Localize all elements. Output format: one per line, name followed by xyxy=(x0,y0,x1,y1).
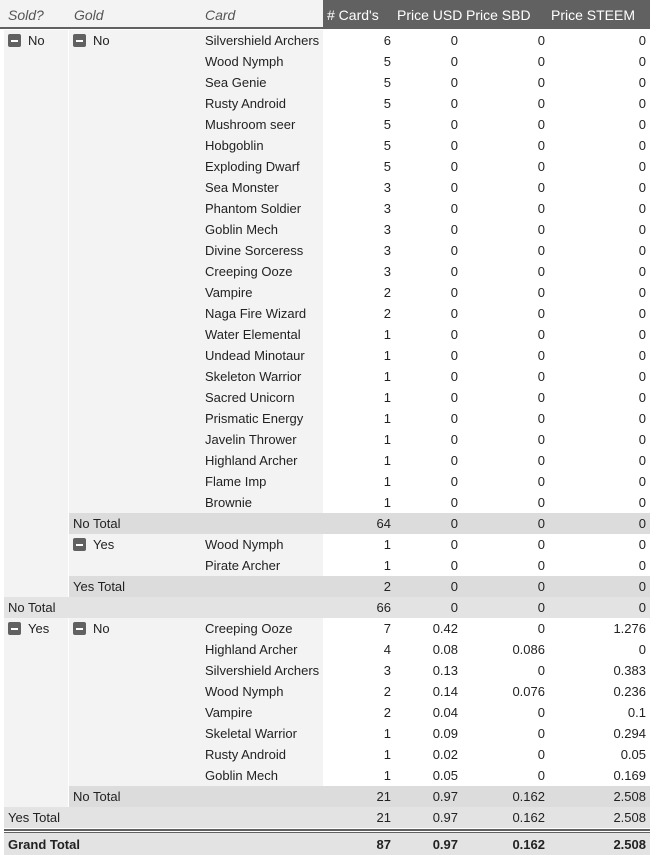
card-name: Wood Nymph xyxy=(205,54,284,69)
cell-steem: 0 xyxy=(638,33,646,48)
cell-usd: 0 xyxy=(450,159,458,174)
sold-yes-cell-bg xyxy=(4,618,68,807)
cell-steem: 0 xyxy=(638,411,646,426)
grand-total-top-rule xyxy=(4,829,650,831)
card-name: Wood Nymph xyxy=(205,684,284,699)
cell-usd: 0 xyxy=(450,180,458,195)
cell-count: 3 xyxy=(383,201,391,216)
cell-usd: 0.09 xyxy=(432,726,458,741)
col-header-steem[interactable]: Price STEEM xyxy=(551,7,636,23)
cell-usd: 0.08 xyxy=(432,642,458,657)
cell-usd: 0 xyxy=(450,537,458,552)
card-name: Goblin Mech xyxy=(205,222,278,237)
cell-steem: 0 xyxy=(638,495,646,510)
subtotal-label: No Total xyxy=(73,516,121,531)
cell-count: 5 xyxy=(383,75,391,90)
cell-steem: 0.169 xyxy=(613,768,646,783)
cell-sbd: 0 xyxy=(537,474,545,489)
col-header-sbd[interactable]: Price SBD xyxy=(466,7,531,23)
card-name: Sacred Unicorn xyxy=(205,390,295,405)
cell-sbd: 0 xyxy=(537,201,545,216)
subtotal-label: Yes Total xyxy=(73,579,126,594)
cell-sbd: 0 xyxy=(537,537,545,552)
cell-count: 1 xyxy=(383,495,391,510)
sold-no-cell-bg xyxy=(4,30,68,597)
cell-count: 1 xyxy=(383,747,391,762)
cell-sbd: 0 xyxy=(537,390,545,405)
cell-steem: 0 xyxy=(638,348,646,363)
cell-count: 2 xyxy=(383,306,391,321)
cell-count: 5 xyxy=(383,117,391,132)
grand-total-label: Grand Total xyxy=(8,837,80,852)
cell-sbd: 0 xyxy=(537,369,545,384)
cell-sbd: 0.086 xyxy=(512,642,545,657)
card-name: Undead Minotaur xyxy=(205,348,305,363)
cell-steem: 0 xyxy=(638,180,646,195)
cell-count: 2 xyxy=(383,285,391,300)
cell-steem: 0 xyxy=(638,537,646,552)
cell-sbd: 0 xyxy=(537,558,545,573)
cell-usd: 0 xyxy=(450,117,458,132)
cell-usd: 0 xyxy=(450,516,458,531)
cell-usd: 0.13 xyxy=(432,663,458,678)
cell-steem: 0 xyxy=(638,453,646,468)
cell-steem: 0 xyxy=(638,264,646,279)
cell-steem: 0 xyxy=(638,327,646,342)
cell-sbd: 0 xyxy=(537,117,545,132)
cell-count: 1 xyxy=(383,453,391,468)
cell-usd: 0 xyxy=(450,600,458,615)
cell-sbd: 0 xyxy=(537,75,545,90)
subtotal-label: No Total xyxy=(73,789,121,804)
cell-steem: 0 xyxy=(638,306,646,321)
cell-count: 21 xyxy=(376,789,391,804)
cell-count: 3 xyxy=(383,243,391,258)
cell-usd: 0 xyxy=(450,348,458,363)
cell-steem: 2.508 xyxy=(613,810,646,825)
cell-steem: 2.508 xyxy=(613,837,646,852)
cell-usd: 0 xyxy=(450,222,458,237)
cell-steem: 0 xyxy=(638,243,646,258)
cell-steem: 0 xyxy=(638,75,646,90)
cell-steem: 0 xyxy=(638,222,646,237)
cell-sbd: 0 xyxy=(537,411,545,426)
cell-sbd: 0 xyxy=(537,264,545,279)
cell-count: 1 xyxy=(383,558,391,573)
cell-usd: 0 xyxy=(450,579,458,594)
card-name: Brownie xyxy=(205,495,252,510)
card-name: Creeping Ooze xyxy=(205,621,293,636)
cell-usd: 0 xyxy=(450,96,458,111)
cell-sbd: 0 xyxy=(537,54,545,69)
cell-sbd: 0 xyxy=(537,516,545,531)
cell-count: 2 xyxy=(383,684,391,699)
card-name: Creeping Ooze xyxy=(205,264,293,279)
cell-sbd: 0 xyxy=(537,495,545,510)
gold-label: Yes xyxy=(93,537,115,552)
cell-sbd: 0 xyxy=(537,180,545,195)
cell-sbd: 0 xyxy=(537,243,545,258)
cell-usd: 0 xyxy=(450,54,458,69)
cell-steem: 0.383 xyxy=(613,663,646,678)
header-left-bg xyxy=(0,0,323,28)
cell-sbd: 0.162 xyxy=(512,837,545,852)
cell-count: 1 xyxy=(383,411,391,426)
cell-count: 3 xyxy=(383,180,391,195)
cell-count: 3 xyxy=(383,264,391,279)
cell-usd: 0 xyxy=(450,390,458,405)
header-underline xyxy=(0,27,650,29)
cell-sbd: 0 xyxy=(537,663,545,678)
cell-usd: 0.02 xyxy=(432,747,458,762)
cell-steem: 0 xyxy=(638,579,646,594)
collapse-sold-no-icon[interactable] xyxy=(8,34,21,47)
cell-usd: 0 xyxy=(450,33,458,48)
cell-sbd: 0 xyxy=(537,96,545,111)
cell-usd: 0 xyxy=(450,453,458,468)
cell-steem: 0 xyxy=(638,642,646,657)
cell-sbd: 0 xyxy=(537,138,545,153)
cell-count: 64 xyxy=(376,516,391,531)
card-name: Javelin Thrower xyxy=(205,432,297,447)
cell-count: 1 xyxy=(383,474,391,489)
cell-steem: 2.508 xyxy=(613,789,646,804)
cell-sbd: 0 xyxy=(537,621,545,636)
cell-count: 3 xyxy=(383,663,391,678)
cell-sbd: 0 xyxy=(537,705,545,720)
sold-total-label: No Total xyxy=(8,600,56,615)
cell-usd: 0.14 xyxy=(432,684,458,699)
cell-count: 21 xyxy=(376,810,391,825)
cell-steem: 0.236 xyxy=(613,684,646,699)
col-header-count[interactable]: # Card's xyxy=(327,7,379,23)
cell-usd: 0 xyxy=(450,495,458,510)
cell-steem: 0.294 xyxy=(613,726,646,741)
cell-sbd: 0 xyxy=(537,432,545,447)
card-name: Wood Nymph xyxy=(205,537,284,552)
col-header-usd[interactable]: Price USD xyxy=(397,7,463,23)
card-name: Sea Genie xyxy=(205,75,267,90)
cell-sbd: 0 xyxy=(537,222,545,237)
sold-label: No xyxy=(28,33,45,48)
card-name: Rusty Android xyxy=(205,96,286,111)
cell-count: 5 xyxy=(383,138,391,153)
cell-count: 1 xyxy=(383,768,391,783)
cell-usd: 0 xyxy=(450,432,458,447)
cell-sbd: 0 xyxy=(537,327,545,342)
cell-steem: 0 xyxy=(638,558,646,573)
card-name: Exploding Dwarf xyxy=(205,159,300,174)
card-name: Highland Archer xyxy=(205,453,298,468)
sold-total-label: Yes Total xyxy=(8,810,61,825)
cell-steem: 0 xyxy=(638,54,646,69)
cell-count: 6 xyxy=(383,33,391,48)
cell-usd: 0.97 xyxy=(432,789,458,804)
card-name: Naga Fire Wizard xyxy=(205,306,307,321)
cell-count: 5 xyxy=(383,96,391,111)
cell-count: 2 xyxy=(383,579,391,594)
cell-usd: 0 xyxy=(450,75,458,90)
cell-steem: 0 xyxy=(638,117,646,132)
cell-steem: 0 xyxy=(638,474,646,489)
collapse-sold-yes-icon[interactable] xyxy=(8,622,21,635)
cell-sbd: 0 xyxy=(537,285,545,300)
card-name: Mushroom seer xyxy=(205,117,296,132)
cell-usd: 0 xyxy=(450,285,458,300)
collapse-gold-no-icon[interactable] xyxy=(73,34,86,47)
cell-usd: 0 xyxy=(450,411,458,426)
cell-steem: 0 xyxy=(638,432,646,447)
cell-count: 5 xyxy=(383,54,391,69)
cell-usd: 0.05 xyxy=(432,768,458,783)
card-name: Divine Sorceress xyxy=(205,243,304,258)
cell-usd: 0 xyxy=(450,327,458,342)
card-name: Water Elemental xyxy=(205,327,301,342)
cell-usd: 0.97 xyxy=(432,837,458,852)
col-header-sold[interactable]: Sold? xyxy=(8,7,44,23)
cell-sbd: 0 xyxy=(537,33,545,48)
collapse-gold-no-icon[interactable] xyxy=(73,622,86,635)
cell-count: 7 xyxy=(383,621,391,636)
card-name: Sea Monster xyxy=(205,180,279,195)
cell-usd: 0.97 xyxy=(432,810,458,825)
cell-usd: 0 xyxy=(450,201,458,216)
col-header-gold[interactable]: Gold xyxy=(74,7,104,23)
cell-steem: 0 xyxy=(638,96,646,111)
cell-steem: 0 xyxy=(638,516,646,531)
gold-label: No xyxy=(93,33,110,48)
cell-steem: 0 xyxy=(638,159,646,174)
card-name: Prismatic Energy xyxy=(205,411,304,426)
cell-count: 1 xyxy=(383,726,391,741)
cell-sbd: 0 xyxy=(537,768,545,783)
cell-sbd: 0 xyxy=(537,306,545,321)
cell-sbd: 0.162 xyxy=(512,789,545,804)
cell-steem: 0 xyxy=(638,285,646,300)
cell-sbd: 0.076 xyxy=(512,684,545,699)
col-header-card[interactable]: Card xyxy=(205,7,236,23)
cell-usd: 0 xyxy=(450,138,458,153)
cell-count: 2 xyxy=(383,705,391,720)
cell-count: 1 xyxy=(383,348,391,363)
sold-label: Yes xyxy=(28,621,50,636)
cell-count: 3 xyxy=(383,222,391,237)
cell-sbd: 0 xyxy=(537,600,545,615)
cell-steem: 0 xyxy=(638,369,646,384)
cell-count: 87 xyxy=(376,837,391,852)
table-header xyxy=(0,0,656,28)
cell-count: 5 xyxy=(383,159,391,174)
cell-steem: 0 xyxy=(638,390,646,405)
cell-count: 1 xyxy=(383,432,391,447)
cell-count: 4 xyxy=(383,642,391,657)
card-name: Rusty Android xyxy=(205,747,286,762)
cell-steem: 0 xyxy=(638,201,646,216)
cell-sbd: 0 xyxy=(537,159,545,174)
cell-usd: 0 xyxy=(450,243,458,258)
cell-usd: 0 xyxy=(450,474,458,489)
card-name: Flame Imp xyxy=(205,474,267,489)
card-name: Silvershield Archers xyxy=(205,663,320,678)
cell-steem: 0 xyxy=(638,600,646,615)
card-name: Phantom Soldier xyxy=(205,201,302,216)
cell-count: 1 xyxy=(383,390,391,405)
cell-count: 66 xyxy=(376,600,391,615)
cell-count: 1 xyxy=(383,369,391,384)
cell-sbd: 0 xyxy=(537,579,545,594)
card-name: Goblin Mech xyxy=(205,768,278,783)
cell-sbd: 0 xyxy=(537,747,545,762)
cell-usd: 0.42 xyxy=(432,621,458,636)
cell-usd: 0 xyxy=(450,369,458,384)
cell-count: 1 xyxy=(383,537,391,552)
cell-sbd: 0 xyxy=(537,348,545,363)
cell-usd: 0 xyxy=(450,558,458,573)
cell-count: 1 xyxy=(383,327,391,342)
cell-sbd: 0 xyxy=(537,453,545,468)
cell-sbd: 0 xyxy=(537,726,545,741)
cell-usd: 0 xyxy=(450,264,458,279)
cell-steem: 0.1 xyxy=(627,705,646,720)
collapse-gold-yes-icon[interactable] xyxy=(73,538,86,551)
card-name: Highland Archer xyxy=(205,642,298,657)
card-name: Skeleton Warrior xyxy=(205,369,302,384)
gold-label: No xyxy=(93,621,110,636)
cell-usd: 0.04 xyxy=(432,705,458,720)
card-name: Pirate Archer xyxy=(205,558,281,573)
card-name: Hobgoblin xyxy=(205,138,264,153)
card-name: Skeletal Warrior xyxy=(205,726,297,741)
card-name: Vampire xyxy=(205,705,253,720)
cell-steem: 0.05 xyxy=(620,747,646,762)
cell-steem: 0 xyxy=(638,138,646,153)
card-name: Silvershield Archers xyxy=(205,33,320,48)
cell-steem: 1.276 xyxy=(613,621,646,636)
cell-usd: 0 xyxy=(450,306,458,321)
card-name: Vampire xyxy=(205,285,253,300)
cell-sbd: 0.162 xyxy=(512,810,545,825)
